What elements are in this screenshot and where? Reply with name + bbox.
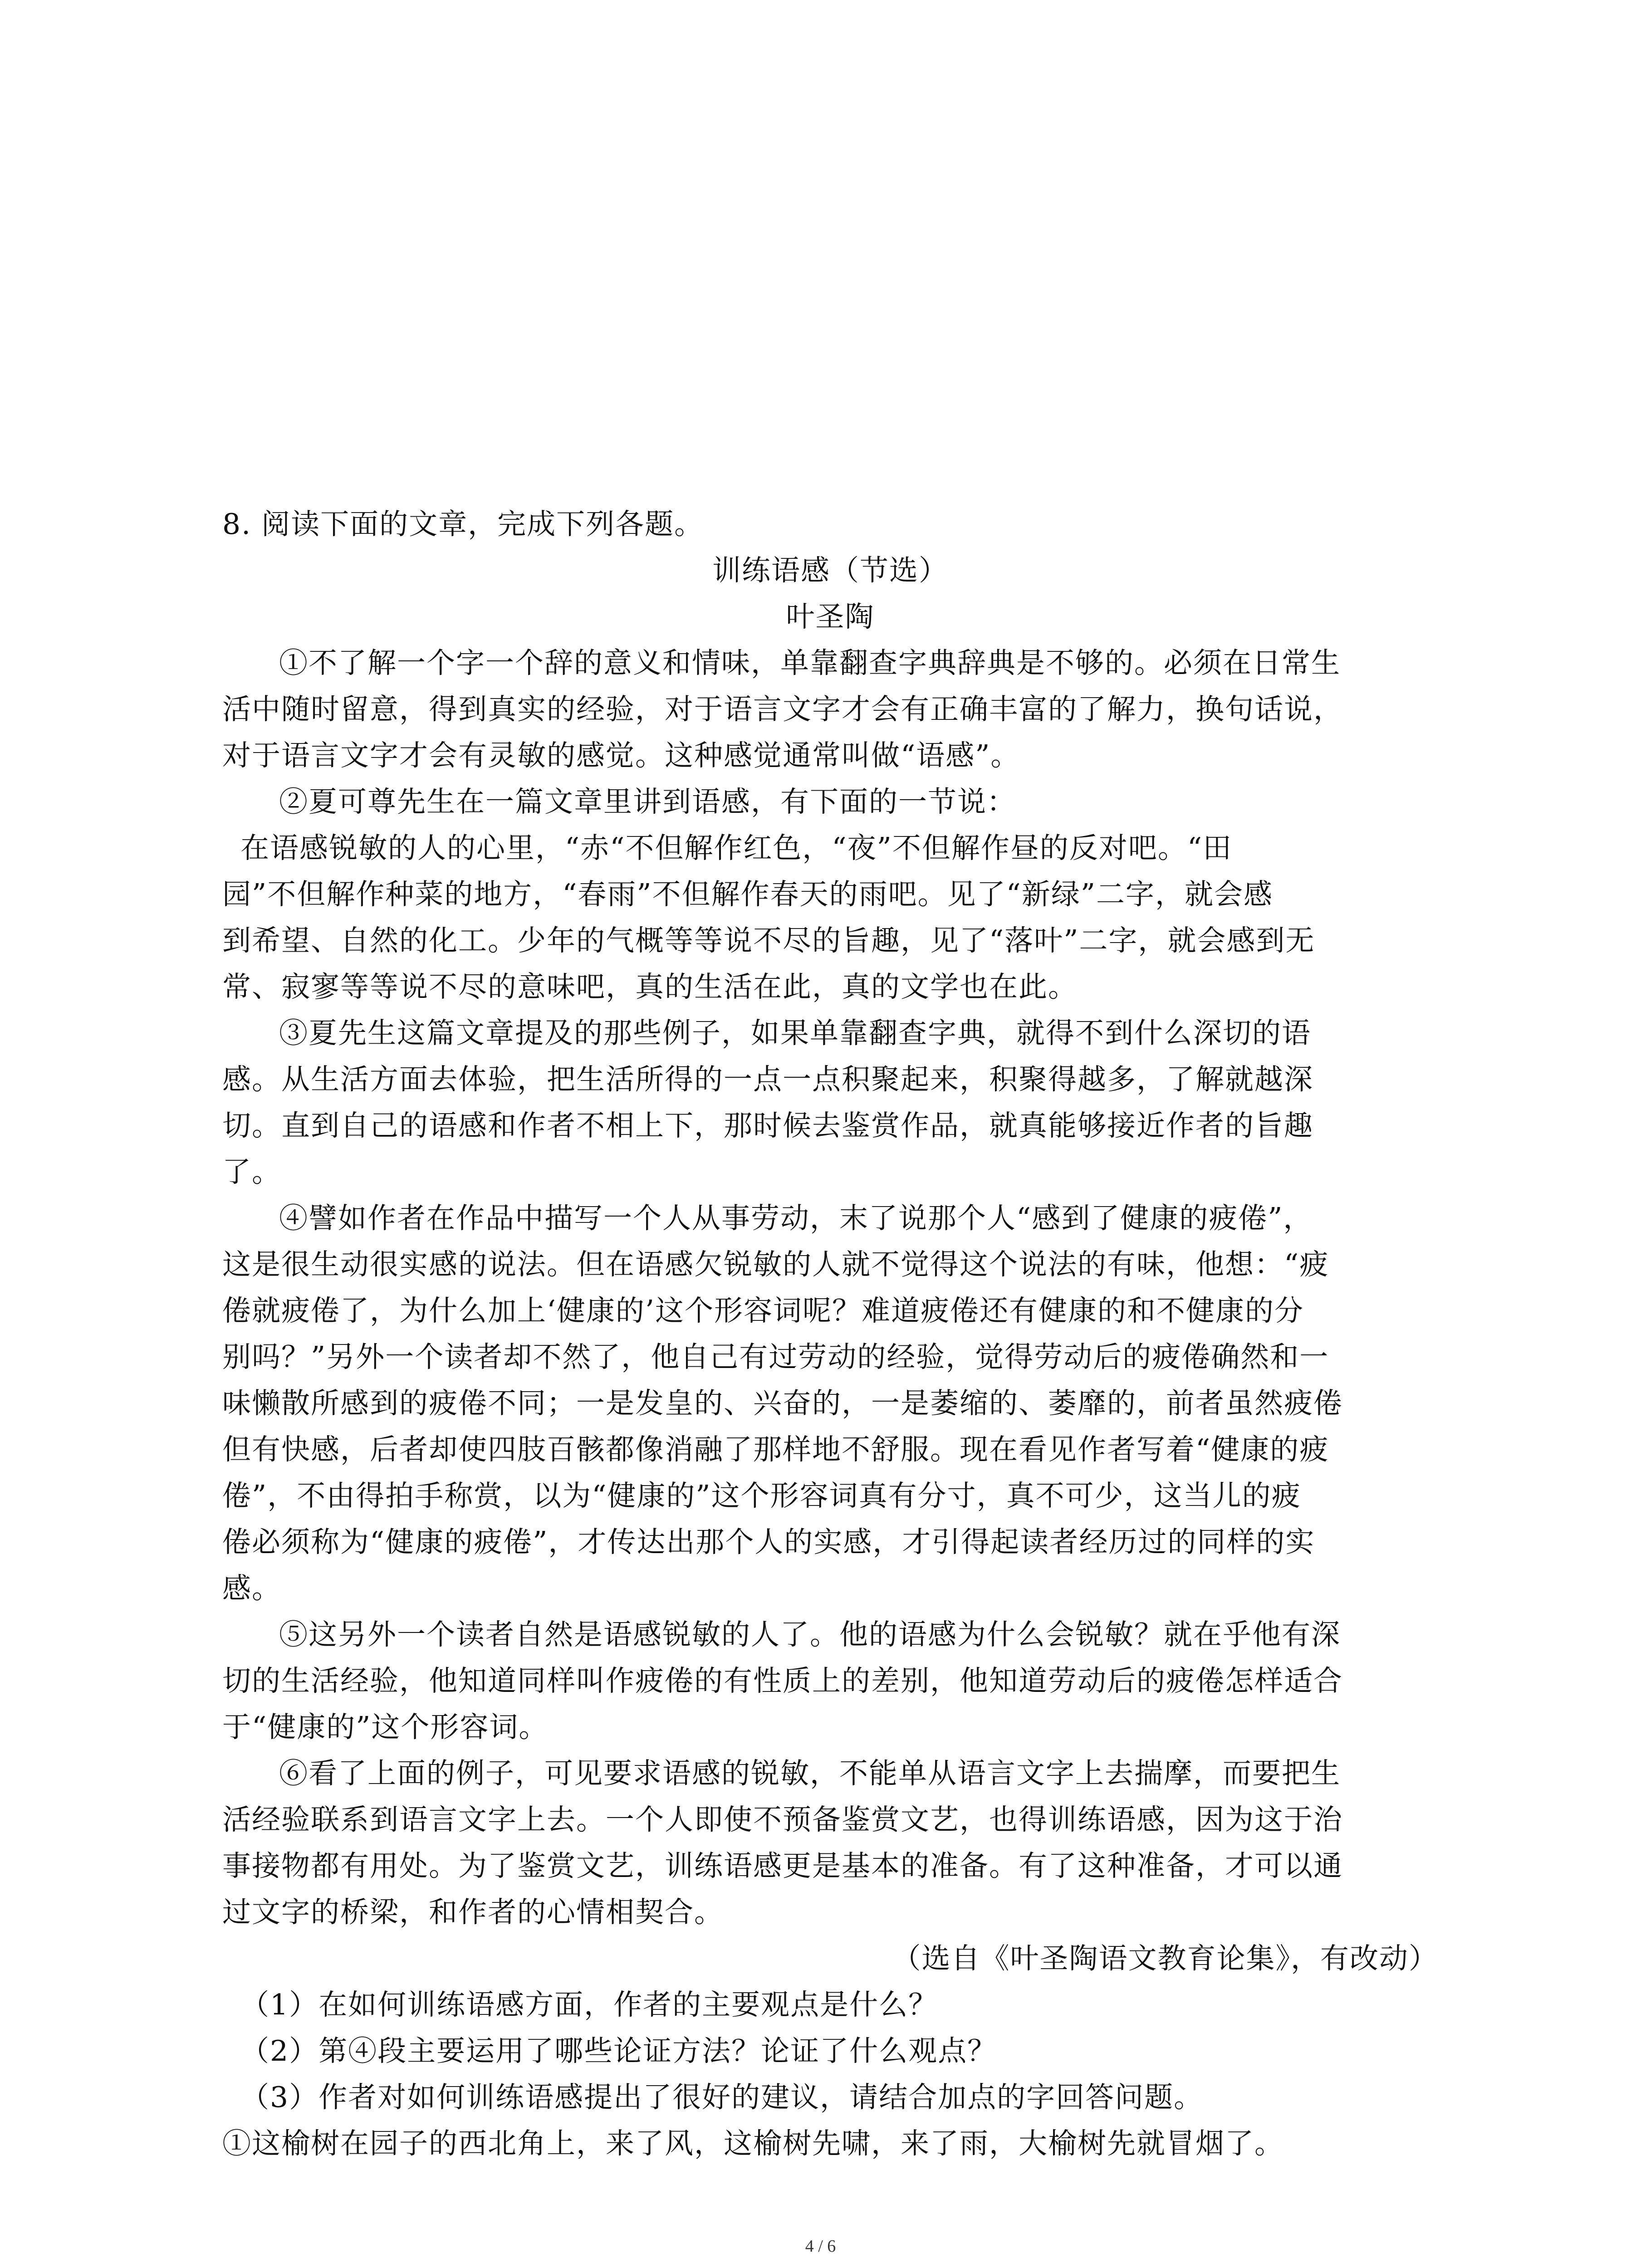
paragraph-line: 倦必须称为“健康的疲倦”，才传达出那个人的实感，才引得起读者经历过的同样的实 — [222, 1525, 1315, 1559]
source-citation: （选自《叶圣陶语文教育论集》，有改动） — [892, 1942, 1438, 1975]
quote-line: 常、寂寥等等说不尽的意味吧，真的生活在此，真的文学也在此。 — [222, 970, 1078, 1003]
sub-question: （1）在如何训练语感方面，作者的主要观点是什么？ — [240, 1988, 938, 2021]
paragraph-line: 于“健康的”这个形容词。 — [222, 1711, 549, 1744]
paragraph-line: ⑥看了上面的例子，可见要求语感的锐敏，不能单从语言文字上去揣摩，而要把生 — [279, 1757, 1341, 1790]
exam-question — [222, 501, 1438, 2167]
paragraph-2 — [222, 779, 1438, 825]
example-sentence: ①这榆树在园子的西北角上，来了风，这榆树先啸，来了雨，大榆树先就冒烟了。 — [222, 2127, 1284, 2160]
block-quote — [222, 825, 1438, 1010]
sub-question-list — [222, 1982, 1438, 2121]
paragraph-line: 切的生活经验，他知道同样叫作疲倦的有性质上的差别，他知道劳动后的疲倦怎样适合 — [222, 1664, 1343, 1697]
paragraph-line: ①不了解一个字一个辞的意义和情味，单靠翻查字典辞典是不够的。必须在日常生 — [279, 646, 1341, 679]
paragraph-line: ②夏可尊先生在一篇文章里讲到语感，有下面的一节说： — [279, 785, 1016, 818]
paragraph-5 — [222, 1612, 1438, 1750]
paragraph-line: 别吗？”另外一个读者却不然了，他自己有过劳动的经验，觉得劳动后的疲倦确然和一 — [222, 1340, 1329, 1374]
paragraph-line: 事接物都有用处。为了鉴赏文艺，训练语感更是基本的准备。有了这种准备，才可以通 — [222, 1849, 1343, 1882]
article-title: 训练语感（节选） — [712, 554, 948, 587]
paragraph-line: 感。从生活方面去体验，把生活所得的一点一点积聚起来，积聚得越多，了解就越深 — [222, 1063, 1313, 1096]
paragraph-line: 但有快感，后者却使四肢百骸都像消融了那样地不舒服。现在看见作者写着“健康的疲 — [222, 1433, 1329, 1466]
paragraph-line: 感。 — [222, 1572, 281, 1605]
paragraph-line: 对于语言文字才会有灵敏的感觉。这种感觉通常叫做“语感”。 — [222, 739, 1020, 772]
paragraph-line: 味懒散所感到的疲倦不同；一是发皇的、兴奋的，一是萎缩的、萎靡的，前者虽然疲倦 — [222, 1387, 1343, 1420]
paragraph-line: 活中随时留意，得到真实的经验，对于语言文字才会有正确丰富的了解力，换句话说， — [222, 693, 1343, 726]
quote-line: 在语感锐敏的人的心里，“赤“不但解作红色，“夜”不但解作昼的反对吧。“田 — [240, 831, 1233, 865]
sub-question: （2）第④段主要运用了哪些论证方法？论证了什么观点？ — [240, 2034, 997, 2068]
paragraph-1 — [222, 640, 1438, 779]
paragraph-line: 倦”，不由得拍手称赏，以为“健康的”这个形容词真有分寸，真不可少，这当儿的疲 — [222, 1479, 1301, 1512]
quote-line: 到希望、自然的化工。少年的气概等等说不尽的旨趣，见了“落叶”二字，就会感到无 — [222, 924, 1315, 957]
quote-line: 园”不但解作种菜的地方，“春雨”不但解作春天的雨吧。见了“新绿”二字，就会感 — [222, 878, 1274, 911]
paragraph-line: 这是很生动很实感的说法。但在语感欠锐敏的人就不觉得这个说法的有味，他想：“疲 — [222, 1248, 1329, 1281]
paragraph-line: 倦就疲倦了，为什么加上‘健康的’这个形容词呢？难道疲倦还有健康的和不健康的分 — [222, 1294, 1304, 1327]
paragraph-line: 活经验联系到语言文字上去。一个人即使不预备鉴赏文艺，也得训练语感，因为这于治 — [222, 1803, 1343, 1836]
paragraph-line: ③夏先生这篇文章提及的那些例子，如果单靠翻查字典，就得不到什么深切的语 — [279, 1017, 1311, 1050]
paragraph-line: 过文字的桥梁，和作者的心情相契合。 — [222, 1896, 724, 1929]
sub-question: （3）作者对如何训练语感提出了很好的建议，请结合加点的字回答问题。 — [240, 2081, 1204, 2114]
paragraph-4 — [222, 1195, 1438, 1612]
question-prompt: 8. 阅读下面的文章，完成下列各题。 — [222, 508, 704, 541]
paragraph-3 — [222, 1010, 1438, 1195]
paragraph-6 — [222, 1750, 1438, 1936]
paragraph-line: 了。 — [222, 1155, 281, 1188]
paragraph-line: ⑤这另外一个读者自然是语感锐敏的人了。他的语感为什么会锐敏？就在乎他有深 — [279, 1618, 1341, 1651]
page-number: 4 / 6 — [805, 2237, 836, 2256]
paragraph-line: 切。直到自己的语感和作者不相上下，那时候去鉴赏作品，就真能够接近作者的旨趣 — [222, 1109, 1313, 1142]
article-author: 叶圣陶 — [786, 600, 875, 633]
paragraph-line: ④譬如作者在作品中描写一个人从事劳动，末了说那个人“感到了健康的疲倦”， — [279, 1202, 1313, 1235]
